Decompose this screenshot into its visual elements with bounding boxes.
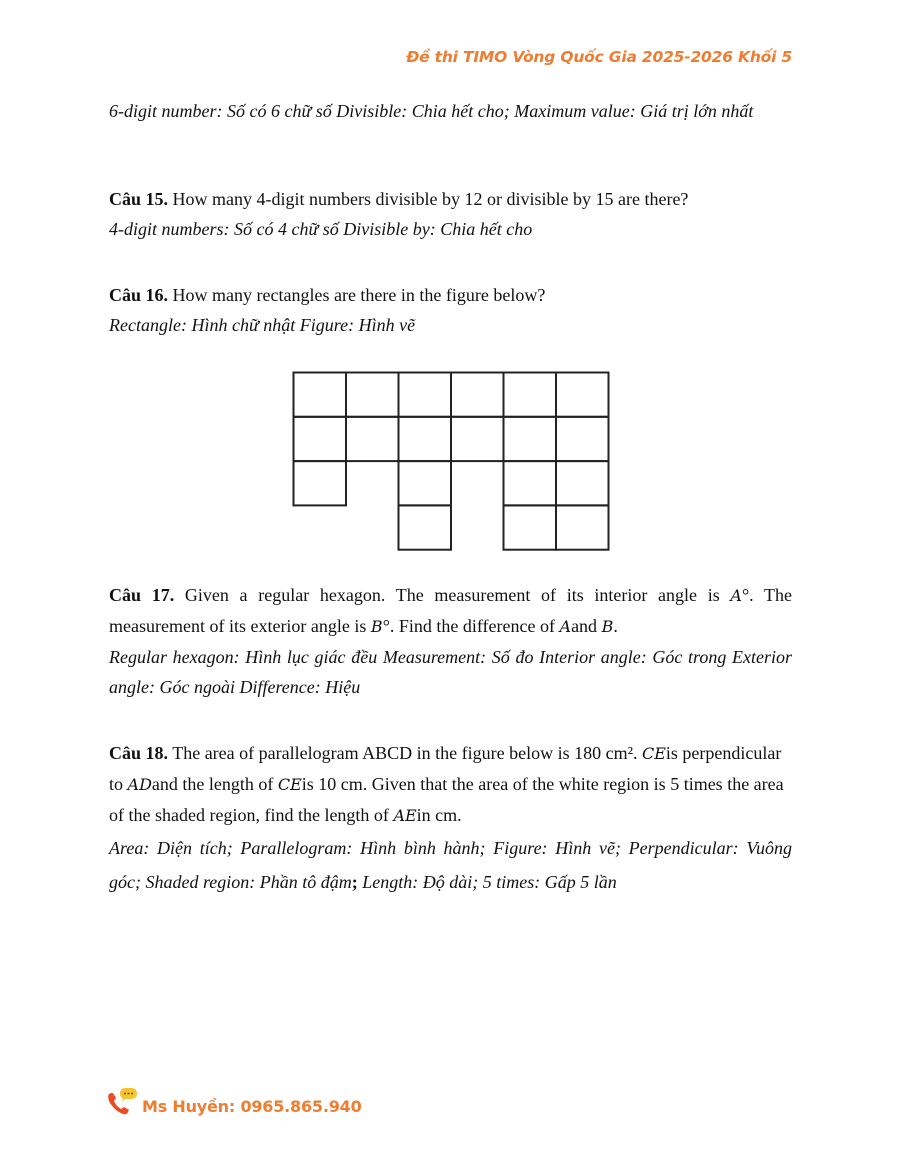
grid-cell (399, 505, 452, 549)
grid-cell (504, 417, 557, 461)
question-label: Câu 15. (109, 189, 169, 209)
grid-cell (346, 373, 399, 417)
question-18 (109, 738, 792, 899)
intro-glossary: 6-digit number: Số có 6 chữ số Divisible: Chia hết cho; Maximum value: Giá trị lớn nhất (109, 101, 754, 121)
math-var: AD (127, 775, 152, 794)
question-text: °. Find the difference of (382, 616, 560, 636)
question-text: and the length of (151, 774, 278, 794)
footer-contact-text: Ms Huyền: 0965.865.940 (142, 1097, 362, 1116)
glossary-separator: ; (351, 872, 358, 892)
grid-cell (346, 417, 399, 461)
question-text: How many rectangles are there in the figure below? (172, 285, 546, 305)
grid-cell (294, 417, 347, 461)
question-text: . (613, 616, 618, 636)
question-text: How many 4-digit numbers divisible by 12 or divisible by 15 are there? (172, 189, 689, 209)
question-glossary: 4-digit numbers: Số có 4 chữ số Divisible by: Chia hết cho (109, 219, 533, 239)
question-label: Câu 18. (109, 743, 169, 763)
grid-cell (556, 417, 609, 461)
glossary-text: Length: Độ dài; 5 times: Gấp 5 lần (357, 872, 617, 892)
math-var: CE (277, 775, 302, 794)
question-text: is perpendicular to (109, 743, 782, 794)
grid-cell (399, 373, 452, 417)
question-label: Câu 16. (109, 285, 169, 305)
math-var: A (559, 617, 572, 636)
page-header-title: Đề thi TIMO Vòng Quốc Gia 2025-2026 Khối 5 (406, 48, 792, 66)
grid-cell (504, 373, 557, 417)
question-text: and (571, 616, 602, 636)
grid-cell (504, 461, 557, 505)
glossary-text: Area: Diện tích; Parallelogram: Hình bình hành; Figure: Hình vẽ; Perpendicular: Vuông góc; Shaded region: Phần tô đậm (109, 838, 792, 892)
math-var: AE (393, 806, 417, 825)
math-var: B (370, 617, 383, 636)
question-glossary (109, 831, 792, 899)
grid-cell (556, 505, 609, 549)
question-glossary: Rectangle: Hình chữ nhật Figure: Hình vẽ (109, 315, 416, 335)
grid-cell (556, 373, 609, 417)
question-17 (109, 580, 792, 702)
grid-cell (399, 461, 452, 505)
question-label: Câu 17. (109, 585, 175, 605)
grid-cell (399, 417, 452, 461)
grid-cell (504, 505, 557, 549)
question-glossary: Regular hexagon: Hình lục giác đều Measurement: Số đo Interior angle: Góc trong Exterior angle: Góc ngoài Difference: Hiệu (109, 647, 792, 697)
question-15 (109, 184, 792, 244)
grid-cell (451, 417, 504, 461)
math-var: A (730, 586, 742, 605)
question-16 (109, 280, 792, 340)
question-text: The area of parallelogram ABCD in the figure below is 180 cm². (172, 743, 642, 763)
question-text: in cm. (416, 805, 462, 825)
rectangle-grid-figure (292, 371, 610, 551)
question-text: Given a regular hexagon. The measurement of its interior angle is (184, 585, 731, 605)
math-var: CE (641, 744, 666, 763)
grid-cell (451, 373, 504, 417)
question-text: is 10 cm. Given that the area of the white region is 5 times the area of the shaded region, find the length of (109, 774, 784, 825)
question-text: °. The measurement of its exterior angle is (109, 585, 793, 636)
math-var: B (601, 617, 614, 636)
grid-cell (294, 373, 347, 417)
footer-contact (106, 1088, 362, 1116)
grid-cell (556, 461, 609, 505)
phone-chat-icon (106, 1088, 138, 1116)
grid-cell (294, 461, 347, 505)
